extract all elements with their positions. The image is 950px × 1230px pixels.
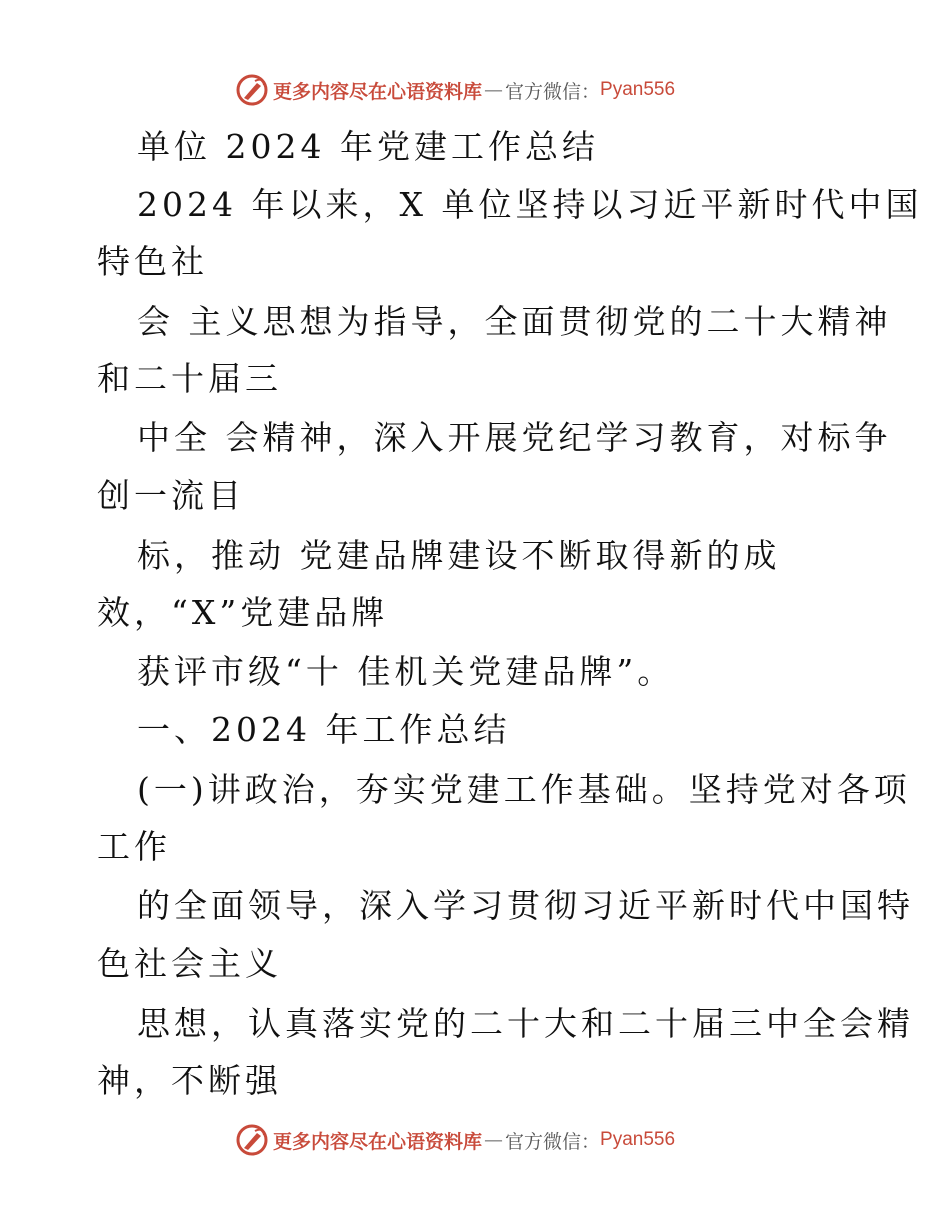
section-heading: 一、2024 年工作总结 xyxy=(137,710,511,749)
watermark-main-text: 更多内容尽在心语资料库 xyxy=(273,1130,483,1153)
watermark-dash: — xyxy=(484,1129,504,1151)
header-watermark xyxy=(235,72,675,108)
quill-logo-icon xyxy=(235,73,269,107)
watermark-wechat-id: Pyan556 xyxy=(600,79,676,100)
text-line: 色社会主义 xyxy=(97,944,282,983)
document-title: 单位 2024 年党建工作总结 xyxy=(137,127,599,166)
text-line: 的全面领导，深入学习贯彻习近平新时代中国特 xyxy=(137,886,914,925)
watermark-sub-text: 官方微信： xyxy=(505,1130,601,1153)
text-line: 思想，认真落实党的二十大和二十届三中全会精 xyxy=(137,1004,914,1043)
text-line: 会 主义思想为指导，全面贯彻党的二十大精神 xyxy=(137,302,892,341)
text-line: 创一流目 xyxy=(97,476,245,515)
text-line: 标，推动 党建品牌建设不断取得新的成 xyxy=(137,536,781,575)
text-line: 神，不断强 xyxy=(97,1061,282,1100)
text-line: 和二十届三 xyxy=(97,359,282,398)
text-line: 中全 会精神，深入开展党纪学习教育，对标争 xyxy=(137,418,892,457)
text-line: 工作 xyxy=(97,827,171,866)
watermark-sub-text: 官方微信： xyxy=(505,80,601,103)
text-line: 效，“X”党建品牌 xyxy=(97,593,389,632)
watermark-main-text: 更多内容尽在心语资料库 xyxy=(273,80,483,103)
text-line: 获评市级“十 佳机关党建品牌”。 xyxy=(137,652,675,691)
quill-logo-icon xyxy=(235,1123,269,1157)
text-line: 特色社 xyxy=(97,242,208,281)
text-line: (一)讲政治，夯实党建工作基础。坚持党对各项 xyxy=(137,770,911,809)
text-line: 2024 年以来，X 单位坚持以习近平新时代中国 xyxy=(137,185,923,224)
footer-watermark xyxy=(235,1122,675,1158)
watermark-wechat-id: Pyan556 xyxy=(600,1129,676,1150)
watermark-dash: — xyxy=(484,79,504,101)
